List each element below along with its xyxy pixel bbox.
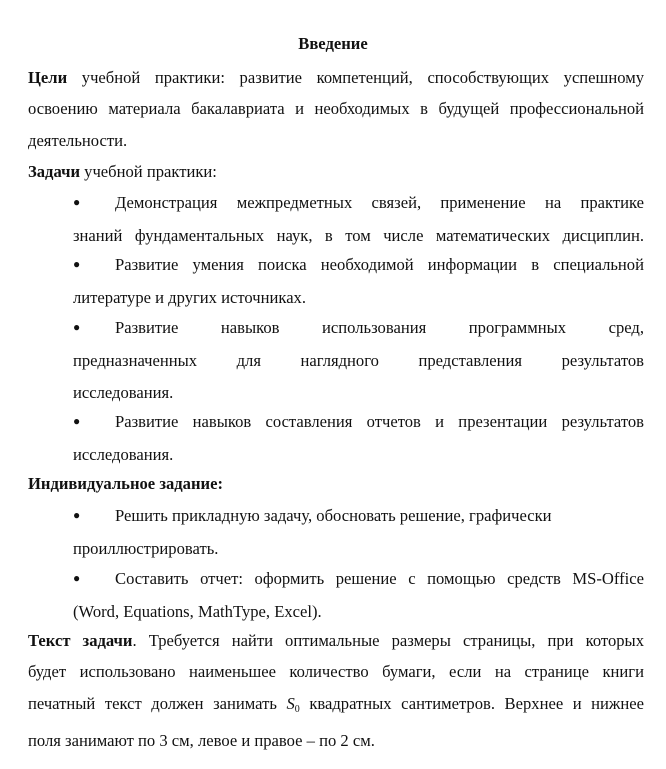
individual-list — [73, 500, 644, 565]
list-item: ● Демонстрация межпредметных связей, применение на практике знаний фундаментальных наук, в том числе математических дисциплин. — [73, 187, 644, 252]
problem-line-3: печатный текст должен занимать $S_0$ квадратных сантиметров. Верхнее и нижнее — [28, 693, 644, 715]
list-item: ● Развитие навыков использования программных сред, предназначенных для наглядного представления результатов исследования. — [73, 312, 644, 408]
goals-line-2: освоению материала бакалавриата и необходимых в будущей профессиональной — [28, 99, 644, 119]
bullet-icon: ● — [73, 414, 81, 428]
problem-line-2: будет использовано наименьшее количество бумаги, если на странице книги — [28, 662, 644, 682]
goals-line-3: деятельности. — [28, 130, 128, 150]
problem-paragraph — [28, 625, 644, 756]
tasks-list — [73, 187, 644, 252]
problem-label: Текст задачи — [28, 631, 133, 650]
list-item: ● Развитие навыков составления отчетов и презентации результатов исследования. — [73, 406, 644, 471]
problem-line-1: Текст задачи. Требуется найти оптимальные размеры страницы, при которых — [28, 631, 645, 650]
list-item: ● Решить прикладную задачу, обосновать решение, графически проиллюстрировать. — [73, 500, 644, 565]
goals-label: Цели — [28, 68, 68, 87]
bullet-icon: ● — [73, 195, 81, 209]
tasks-list-3 — [73, 312, 644, 408]
bullet-icon: ● — [73, 571, 81, 585]
goals-paragraph — [28, 62, 644, 156]
list-item: ● Составить отчет: оформить решение с помощью средств MS-Office (Word, Equations, MathType, Excel). — [73, 563, 644, 628]
page-title: Введение — [298, 34, 368, 53]
problem-line-4: поля занимают по 3 см, левое и правое – по 2 см. — [28, 730, 375, 750]
bullet-icon: ● — [73, 257, 81, 271]
list-item: ● Развитие умения поиска необходимой информации в специальной литературе и других источниках. — [73, 249, 644, 314]
bullet-icon: ● — [73, 320, 81, 334]
tasks-list-2 — [73, 249, 644, 314]
bullet-icon: ● — [73, 508, 81, 522]
tasks-heading: Задачи учебной практики: — [28, 162, 217, 181]
goals-line-1: Цели учебной практики: развитие компетенций, способствующих успешному — [28, 68, 644, 87]
tasks-label: Задачи — [28, 162, 81, 181]
individual-list-2 — [73, 563, 644, 628]
area-variable: S — [286, 693, 295, 713]
tasks-list-4 — [73, 406, 644, 471]
individual-heading: Индивидуальное задание: — [28, 474, 223, 493]
